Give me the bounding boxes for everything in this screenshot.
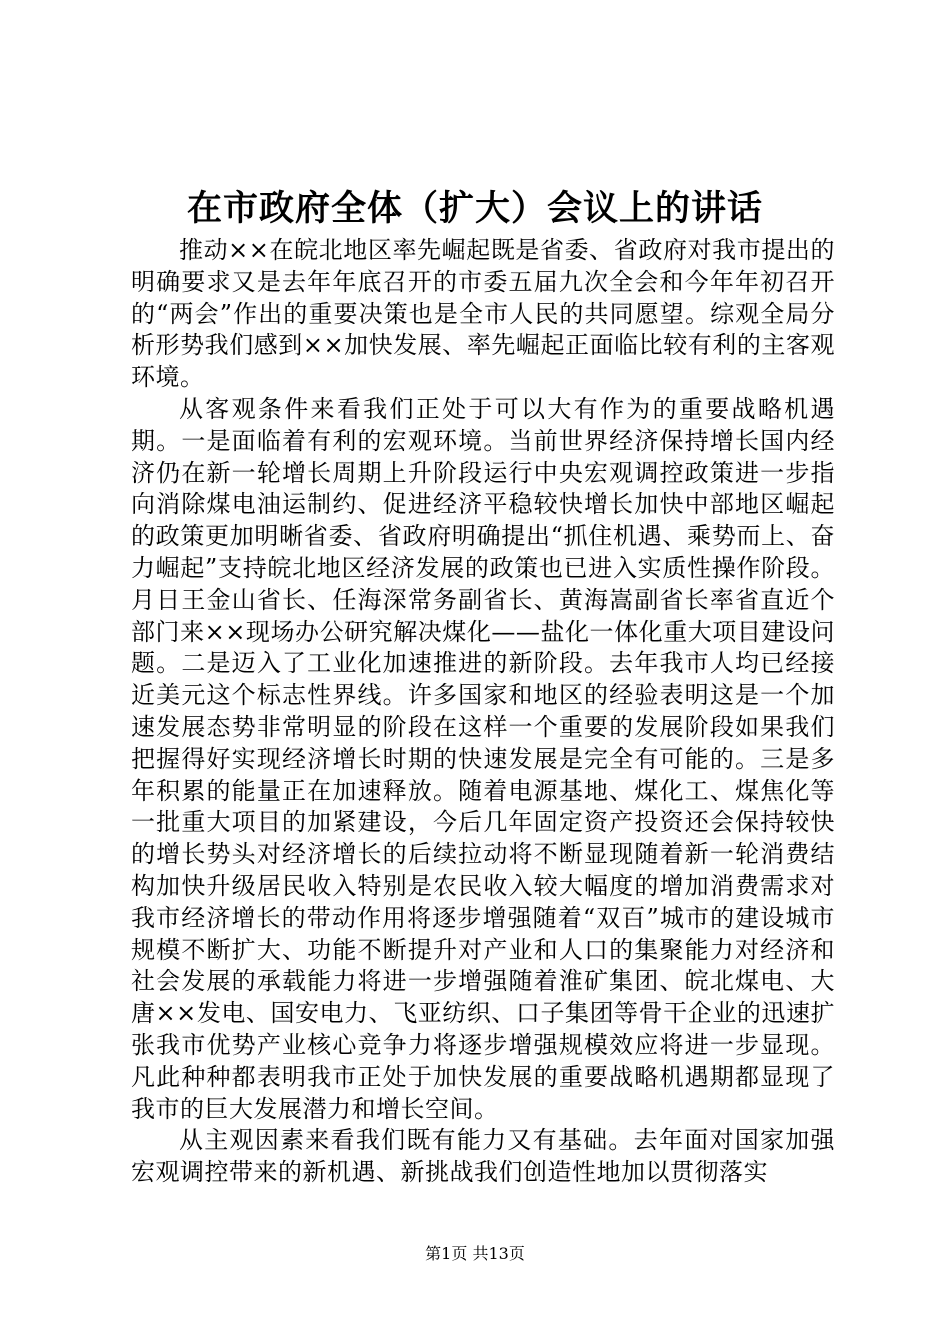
page-footer	[0, 1243, 950, 1265]
paragraph-3: 从主观因素来看我们既有能力又有基础。去年面对国家加强宏观调控带来的新机遇、新挑战我们创造性地加以贯彻落实	[131, 1126, 835, 1187]
paragraph-1: 推动××在皖北地区率先崛起既是省委、省政府对我市提出的明确要求又是去年年底召开的市委五届九次全会和今年年初召开的“两会”作出的重要决策也是全市人民的共同愿望。综观全局分析形势我们感到××加快发展、率先崛起正面临比较有利的主客观环境。	[131, 236, 835, 392]
footer-page-prefix: 第	[425, 1244, 442, 1263]
footer-page-middle: 页 共	[451, 1244, 489, 1263]
footer-page-total: 13	[488, 1244, 509, 1263]
document-body	[131, 235, 835, 1189]
document-title: 在市政府全体（扩大）会议上的讲话	[186, 188, 763, 229]
footer-page-number: 1	[441, 1244, 452, 1263]
paragraph-2: 从客观条件来看我们正处于可以大有作为的重要战略机遇期。一是面临着有利的宏观环境。当前世界经济保持增长国内经济仍在新一轮增长周期上升阶段运行中央宏观调控政策进一步指向消除煤电油运制约、促进经济平稳较快增长加快中部地区崛起的政策更加明晰省委、省政府明确提出“抓住机遇、乘势而上、奋力崛起”支持皖北地区经济发展的政策也已进入实质性操作阶段。月日王金山省长、任海深常务副省长、黄海嵩副省长率省直近个部门来××现场办公研究解决煤化——盐化一体化重大项目建设问题。二是迈入了工业化加速推进的新阶段。去年我市人均已经接近美元这个标志性界线。许多国家和地区的经验表明这是一个加速发展态势非常明显的阶段在这样一个重要的发展阶段如果我们把握得好实现经济增长时期的快速发展是完全有可能的。三是多年积累的能量正在加速释放。随着电源基地、煤化工、煤焦化等一批重大项目的加紧建设，今后几年固定资产投资还会保持较快的增长势头对经济增长的后续拉动将不断显现随着新一轮消费结构加快升级居民收入特别是农民收入较大幅度的增加消费需求对我市经济增长的带动作用将逐步增强随着“双百”城市的建设城市规模不断扩大、功能不断提升对产业和人口的集聚能力对经济和社会发展的承载能力将进一步增强随着淮矿集团、皖北煤电、大唐××发电、国安电力、飞亚纺织、口子集团等骨干企业的迅速扩张我市优势产业核心竞争力将逐步增强规模效应将进一步显现。凡此种种都表明我市正处于加快发展的重要战略机遇期都显现了我市的巨大发展潜力和增长空间。	[131, 394, 835, 1123]
footer-page-suffix: 页	[508, 1244, 525, 1263]
